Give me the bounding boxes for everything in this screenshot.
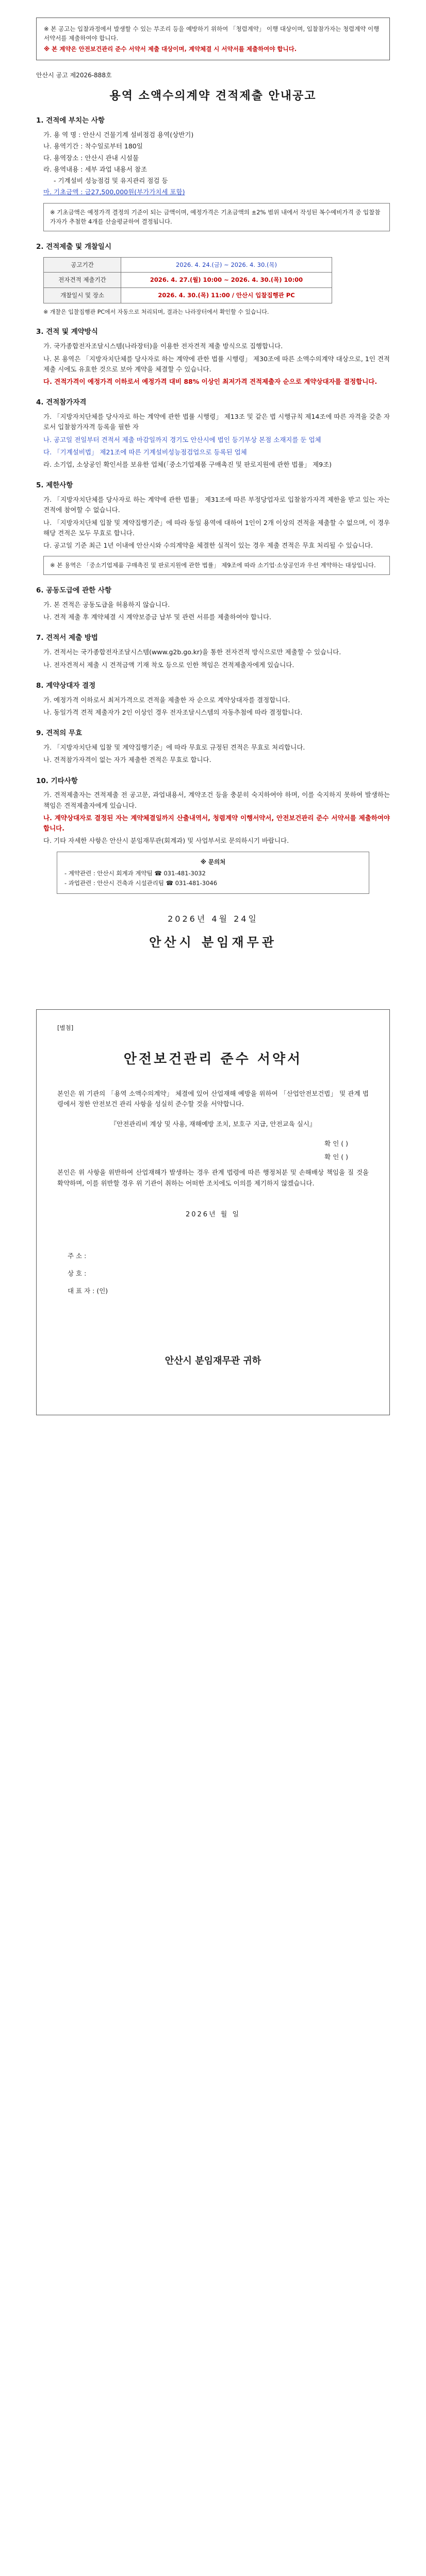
s1-c: 다. 용역장소 : 안산시 관내 시설물 [43, 154, 139, 162]
pledge-fields [57, 1251, 369, 1297]
s6-p2: 나. 견적 제출 후 계약체결 시 계약보증금 납부 및 관련 서류를 제출하여야 합니다. [43, 613, 272, 621]
schedule-header: 공고기간 [44, 257, 121, 273]
schedule-header: 개찰일시 및 장소 [44, 287, 121, 303]
s10-p2: 나. 계약상대자로 결정된 자는 계약체결일까지 산출내역서, 청렴계약 이행서약서, 안전보건관리 준수 서약서를 제출하여야 합니다. [43, 814, 390, 833]
pledge-confirm-2: 확 인 ( ) [324, 1153, 348, 1161]
s3-p3: 다. 견적가격이 예정가격 이하로서 예정가격 대비 88% 이상인 최저가격 견적제출자 순으로 계약상대자를 결정합니다. [43, 378, 378, 385]
page-title: 용역 소액수의계약 견적제출 안내공고 [109, 89, 317, 103]
issuing-org: 안산시 분임재무관 [149, 935, 277, 950]
s10-p3: 다. 기타 자세한 사항은 안산시 분임재무관(회계과) 및 사업부서로 문의하시기 바랍니다. [43, 837, 289, 845]
s1-a: 가. 용 역 명 : 안산시 건물기계 설비점검 용역(상반기) [43, 131, 194, 139]
notice-date: 2026년 4월 24일 [168, 913, 258, 924]
s1-d1: - 기계설비 성능점검 및 유지관리 점검 등 [54, 177, 168, 185]
contact-line: - 계약관련 : 안산시 회계과 계약팀 ☎ 031-481-3032 [64, 870, 206, 877]
schedule-table [43, 257, 332, 303]
s4-p2: 나. 공고일 전일부터 견적서 제출 마감일까지 경기도 안산시에 법인 등기부상 본점 소재지를 둔 업체 [43, 435, 321, 444]
notice-number: 안산시 공고 제2026-888호 [36, 72, 112, 79]
pledge-tag: [별첨] [57, 1024, 74, 1032]
s6-p1: 가. 본 견적은 공동도급을 허용하지 않습니다. [43, 600, 170, 608]
notice-line-1: ※ 본 공고는 입찰과정에서 발생할 수 있는 부조리 등을 예방하기 위하여 「청렴계약」 이행 대상이며, 입찰참가자는 청렴계약 이행서약서를 제출하여야 합니다. [44, 25, 380, 42]
pledge-list: 『안전관리비 계상 및 사용, 재해예방 조치, 보호구 지급, 안전교육 실시』 [110, 1120, 316, 1128]
s5-p1: 가. 「지방자치단체를 당사자로 하는 계약에 관한 법률」 제31조에 따른 부정당업자로 입찰참가자격 제한을 받고 있는 자는 견적에 참여할 수 없습니다. [43, 496, 390, 514]
notice-box [36, 18, 390, 60]
section-3-heading: 3. 견적 및 계약방식 [36, 328, 98, 336]
contact-box [57, 852, 369, 894]
priority-note: ※ 본 용역은 「중소기업제품 구매촉진 및 판로지원에 관한 법률」 제9조에 따라 소기업·소상공인과 우선 계약하는 대상입니다. [43, 556, 390, 575]
representative-field: 대 표 자 : (인) [68, 1287, 108, 1295]
section-8-heading: 8. 계약상대자 결정 [36, 681, 96, 690]
address-field: 주 소 : [68, 1251, 87, 1260]
schedule-value: 2026. 4. 27.(월) 10:00 ~ 2026. 4. 30.(목) 10:00 [121, 273, 332, 288]
schedule-value: 2026. 4. 30.(목) 11:00 / 안산시 입찰집행관 PC [121, 287, 332, 303]
contact-line: - 과업관련 : 안산시 건축과 시설관리팀 ☎ 031-481-3046 [64, 879, 218, 887]
section-7-heading: 7. 견적서 제출 방법 [36, 634, 98, 642]
section-6-heading: 6. 공동도급에 관한 사항 [36, 586, 111, 595]
table-row [44, 257, 332, 273]
base-amount-note: ※ 기초금액은 예정가격 결정의 기준이 되는 금액이며, 예정가격은 기초금액의 ±2% 범위 내에서 작성된 복수예비가격 중 입찰참가자가 추첨한 4개를 산술평균하여 결정됩니다. [43, 203, 390, 231]
s4-p3: 다. 「기계설비법」 제21조에 따른 기계설비성능점검업으로 등록된 업체 [43, 448, 247, 456]
s8-p2: 나. 동일가격 견적 제출자가 2인 이상인 경우 전자조달시스템의 자동추첨에 따라 결정합니다. [43, 708, 303, 716]
s7-p2: 나. 전자견적서 제출 시 견적금액 기재 착오 등으로 인한 책임은 견적제출자에게 있습니다. [43, 660, 294, 669]
section-9-heading: 9. 견적의 무효 [36, 729, 83, 738]
s5-p3: 다. 공고일 기준 최근 1년 이내에 안산시와 수의계약을 체결한 실적이 있는 경우 제출 견적은 무효 처리될 수 있습니다. [43, 541, 373, 550]
company-field: 상 호 : [68, 1269, 87, 1278]
s5-p2: 나. 「지방자치단체 입찰 및 계약집행기준」에 따라 동일 용역에 대하여 1인이 2개 이상의 견적을 제출할 수 없으며, 이 경우 해당 견적은 모두 무효로 합니다. [43, 518, 390, 537]
section-4-heading: 4. 견적참가자격 [36, 398, 87, 407]
schedule-header: 전자견적 제출기간 [44, 273, 121, 288]
pledge-paragraph-2: 본인은 위 사항을 위반하여 산업재해가 발생하는 경우 관계 법령에 따른 행정처분 및 손해배상 책임을 질 것을 확약하며, 이를 위반할 경우 위 기관이 취하는 어떠한 조치에도 이의를 제기하지 않겠습니다. [57, 1168, 369, 1187]
notice-line-2: ※ 본 계약은 안전보건관리 준수 서약서 제출 대상이며, 계약체결 시 서약서를 제출하여야 합니다. [44, 45, 297, 53]
section-10-heading: 10. 기타사항 [36, 776, 78, 785]
section-1-heading: 1. 견적에 부치는 사항 [36, 116, 105, 125]
contact-heading: ※ 문의처 [200, 858, 226, 866]
table-row [44, 287, 332, 303]
table-row [44, 273, 332, 288]
s10-p1: 가. 견적제출자는 견적제출 전 공고문, 과업내용서, 계약조건 등을 충분히 숙지하여야 하며, 이를 숙지하지 못하여 발생하는 책임은 견적제출자에게 있습니다. [43, 791, 390, 809]
base-amount: 마. 기초금액 : 금27,500,000원(부가가치세 포함) [43, 188, 185, 196]
pledge-title: 안전보건관리 준수 서약서 [123, 1051, 303, 1067]
s1-d: 라. 용역내용 : 세부 과업 내용서 참조 [43, 165, 148, 173]
s9-p2: 나. 견적참가자격이 없는 자가 제출한 견적은 무효로 합니다. [43, 756, 211, 764]
s4-p1: 가. 「지방자치단체를 당사자로 하는 계약에 관한 법률 시행령」 제13조 및 같은 법 시행규칙 제14조에 따른 자격을 갖춘 자로서 입찰참가자격 등록을 필한 자 [43, 413, 390, 431]
schedule-note: ※ 개찰은 입찰집행관 PC에서 자동으로 처리되며, 결과는 나라장터에서 확인할 수 있습니다. [43, 308, 269, 315]
s1-e [43, 187, 390, 197]
section-5-heading: 5. 제한사항 [36, 481, 73, 490]
pledge-addressee: 안산시 분임재무관 귀하 [165, 1355, 261, 1366]
section-2-heading: 2. 견적제출 및 개찰일시 [36, 242, 111, 251]
pledge-paragraph-1: 본인은 위 기관의 「용역 소액수의계약」 체결에 있어 산업재해 예방을 위하여 「산업안전보건법」 및 관계 법령에서 정한 안전보건 관리 사항을 성실히 준수할 것을 서약합니다. [57, 1090, 369, 1108]
s7-p1: 가. 견적서는 국가종합전자조달시스템(www.g2b.go.kr)을 통한 전자견적 방식으로만 제출할 수 있습니다. [43, 648, 341, 656]
s9-p1: 가. 「지방자치단체 입찰 및 계약집행기준」에 따라 무효로 규정된 견적은 무효로 처리합니다. [43, 743, 305, 752]
pledge-form [36, 1009, 390, 1415]
pledge-date: 2026년 월 일 [185, 1210, 241, 1218]
s4-p4: 라. 소기업, 소상공인 확인서를 보유한 업체(「중소기업제품 구매촉진 및 판로지원에 관한 법률」 제9조) [43, 461, 332, 469]
s1-b: 나. 용역기간 : 착수일로부터 180일 [43, 142, 143, 150]
s8-p1: 가. 예정가격 이하로서 최저가격으로 견적을 제출한 자 순으로 계약상대자를 결정합니다. [43, 696, 290, 704]
schedule-value: 2026. 4. 24.(금) ~ 2026. 4. 30.(목) [121, 257, 332, 273]
s3-p2: 나. 본 용역은 「지방자치단체를 당사자로 하는 계약에 관한 법률 시행령」 제30조에 따른 소액수의계약 대상으로, 1인 견적 제출 시에도 유효한 것으로 보아 계약을 체결할 수 있습니다. [43, 354, 390, 373]
s3-p1: 가. 국가종합전자조달시스템(나라장터)을 이용한 전자견적 제출 방식으로 집행합니다. [43, 342, 283, 350]
pledge-confirm-1: 확 인 ( ) [324, 1139, 348, 1147]
